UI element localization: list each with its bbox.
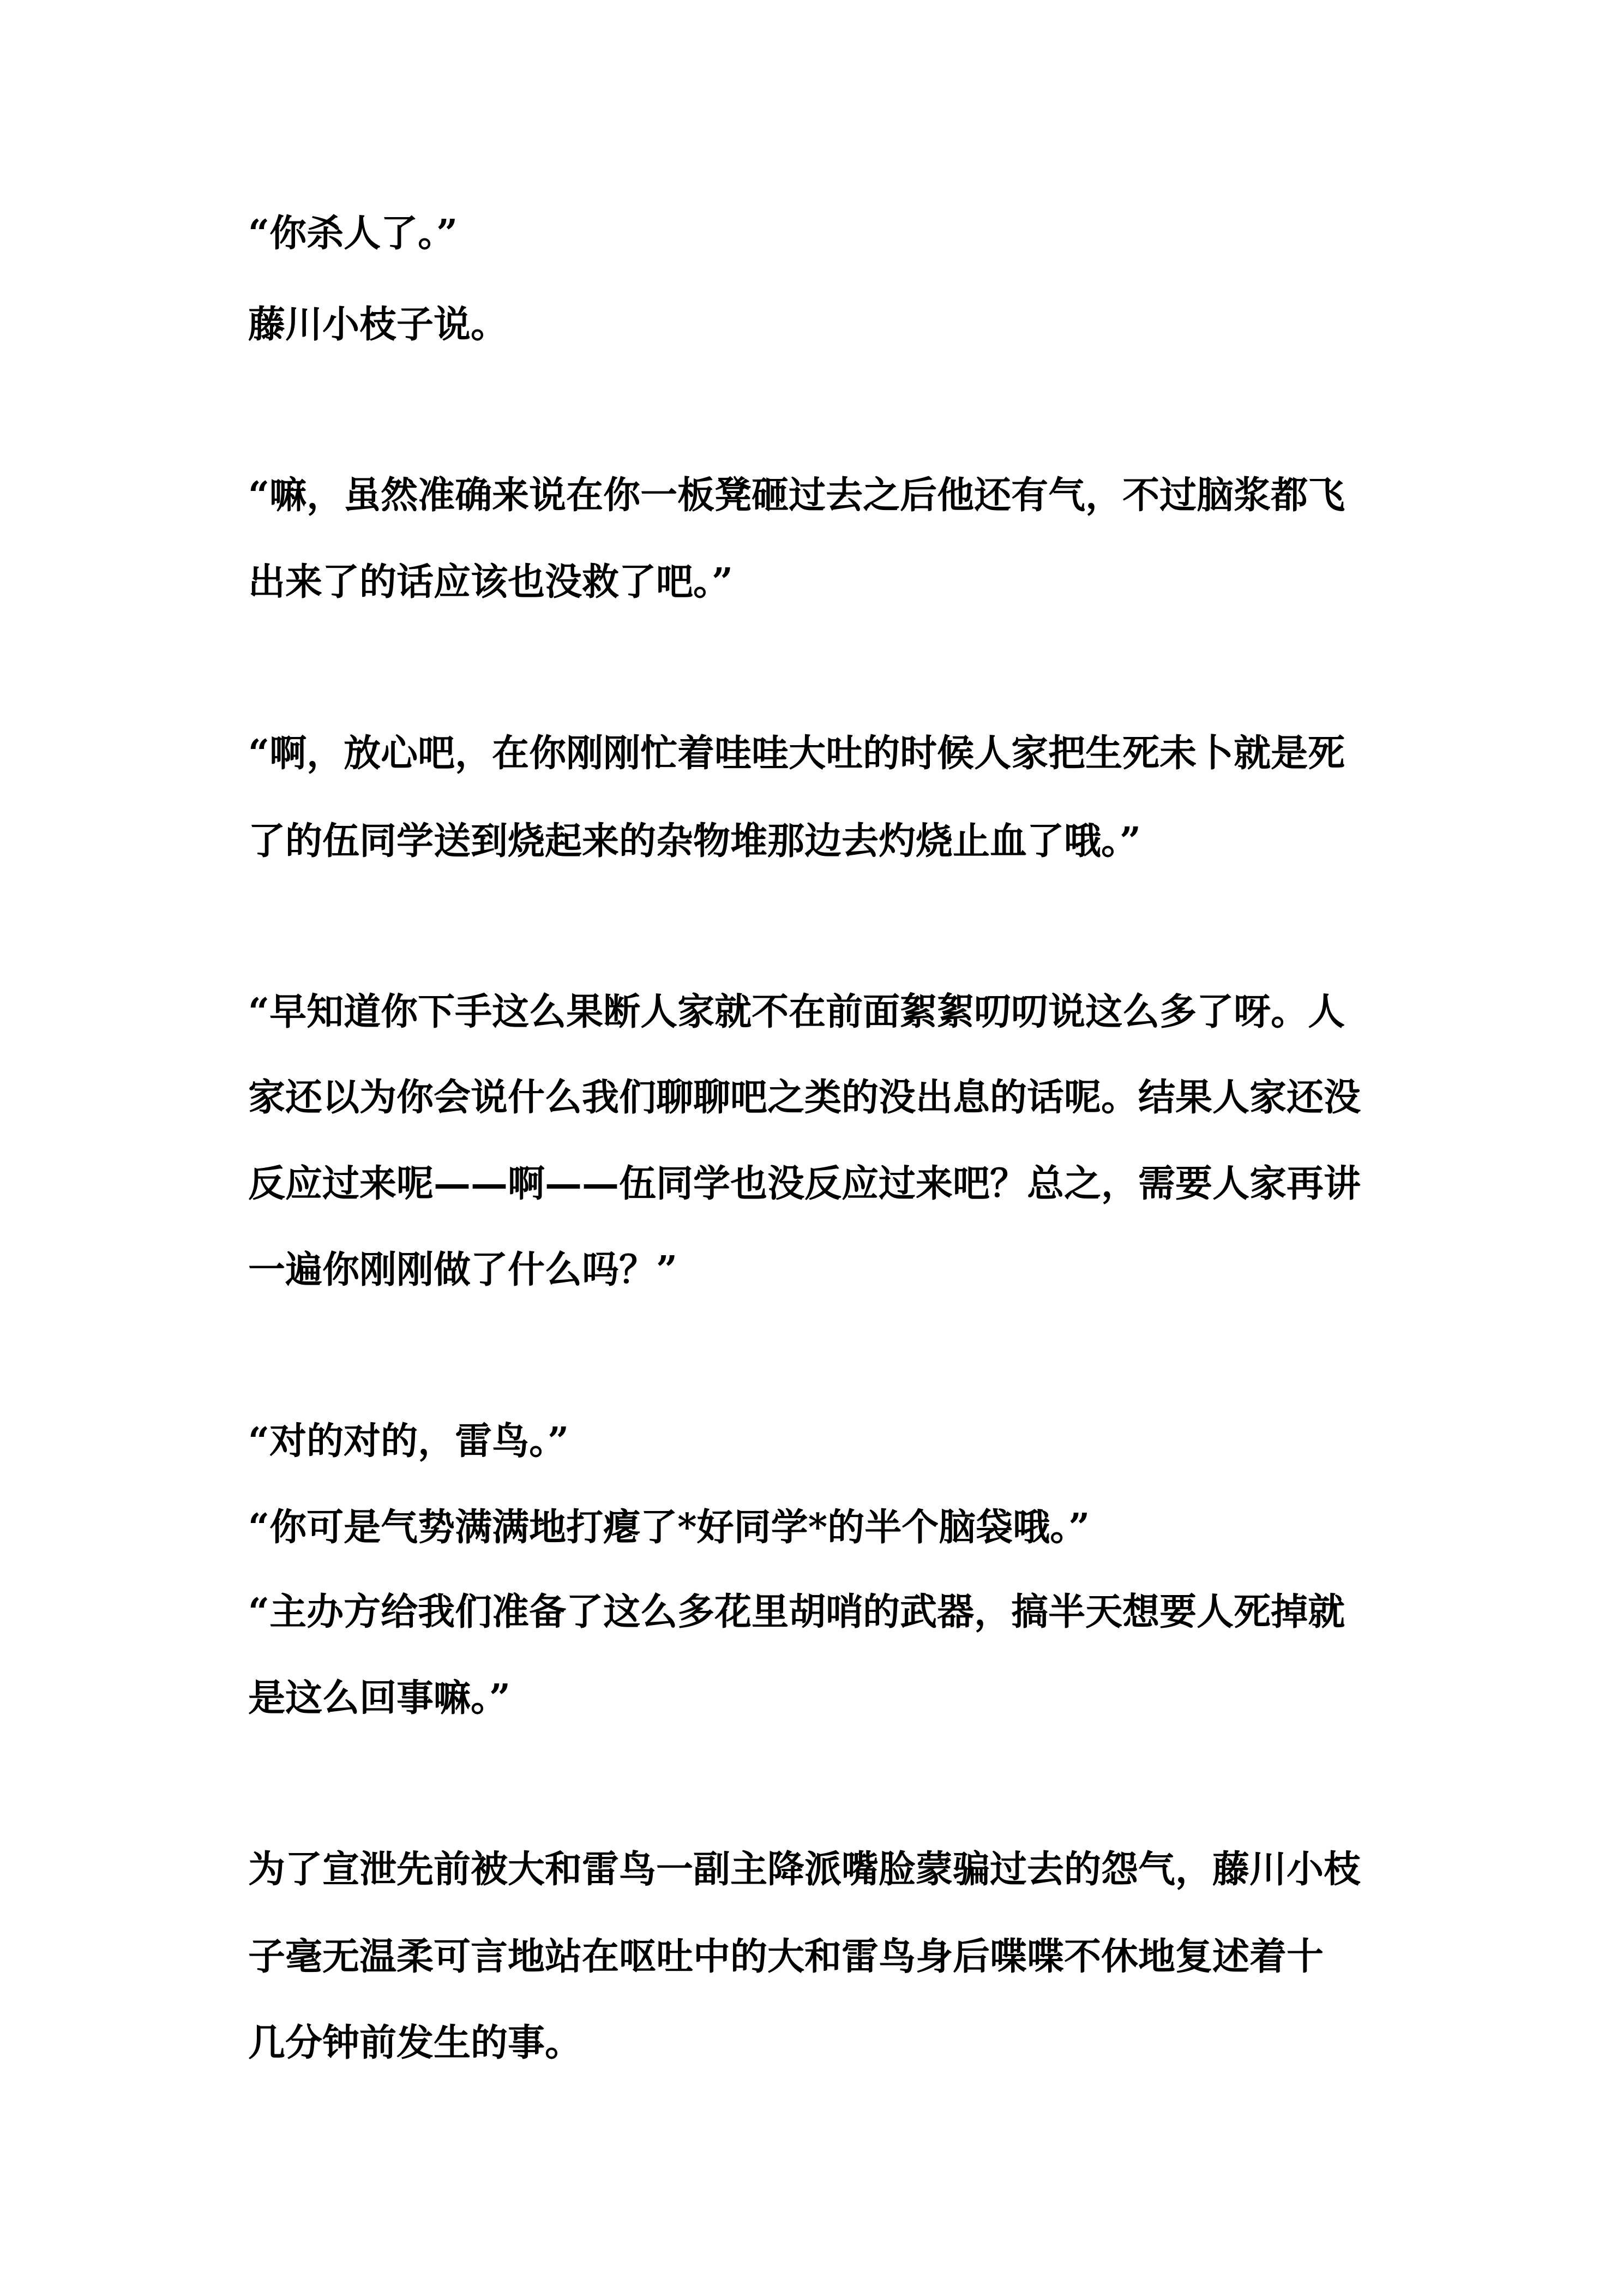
text-line: “早知道你下手这么果断人家就不在前面絮絮叨叨说这么多了呀。人 [248,990,1345,1034]
text-line: “主办方给我们准备了这么多花里胡哨的武器，搞半天想要人死掉就 [248,1590,1345,1634]
text-line: 一遍你刚刚做了什么吗？” [248,1248,678,1292]
text-line: 了的伍同学送到烧起来的杂物堆那边去灼烧止血了哦。” [248,819,1141,863]
text-line: 几分钟前发生的事。 [248,2021,582,2065]
text-line: “你可是气势满满地打瘪了*好同学*的半个脑袋哦。” [248,1506,1090,1549]
text-line: 是这么回事嘛。” [248,1676,511,1720]
text-line: “嘛，虽然准确来说在你一板凳砸过去之后他还有气，不过脑浆都飞 [248,473,1345,517]
text-line: “啊，放心吧，在你刚刚忙着哇哇大吐的时候人家把生死未卜就是死 [248,732,1345,775]
text-line: 为了宣泄先前被大和雷鸟一副主降派嘴脸蒙骗过去的怨气，藤川小枝 [248,1848,1361,1891]
text-line: 出来了的话应该也没救了吧。” [248,560,734,604]
text-line: 家还以为你会说什么我们聊聊吧之类的没出息的话呢。结果人家还没 [248,1076,1361,1119]
text-line: “你杀人了。” [248,212,458,255]
text-line: 藤川小枝子说。 [248,303,508,346]
text-line: 子毫无温柔可言地站在呕吐中的大和雷鸟身后喋喋不休地复述着十 [248,1935,1324,1979]
text-line: “对的对的，雷鸟。” [248,1419,569,1463]
text-line: 反应过来呢——啊——伍同学也没反应过来吧？总之，需要人家再讲 [248,1162,1361,1206]
